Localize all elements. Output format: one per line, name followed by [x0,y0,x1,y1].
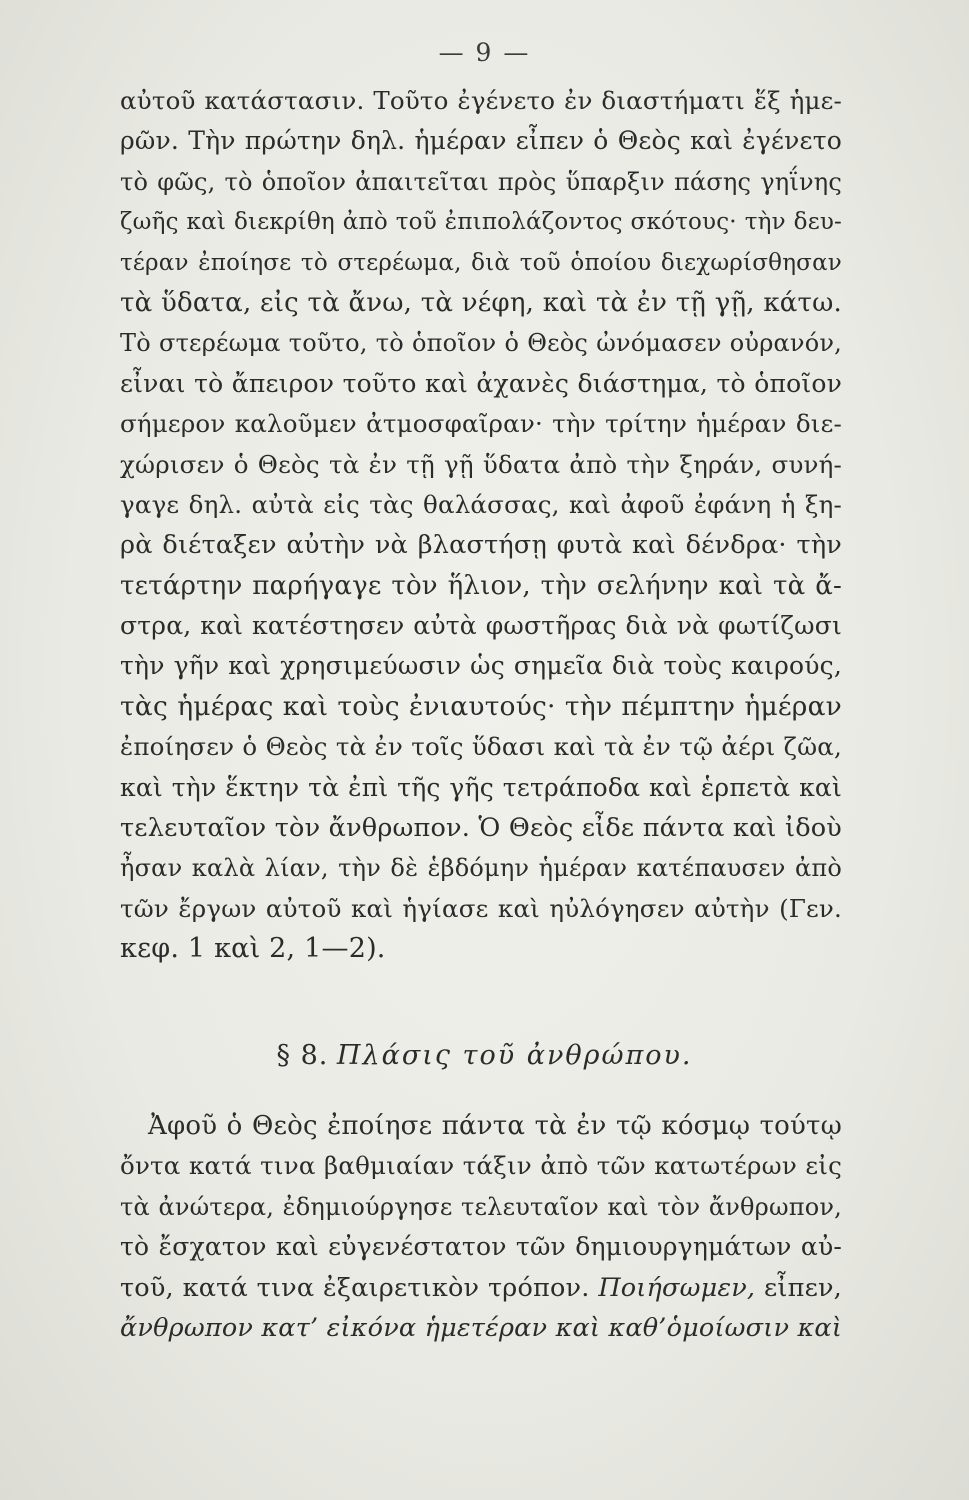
text-line: τὰ ἀνώτερα, ἐδημιούργησε τελευταῖον καὶ τὸν ἄνθρωπον, [120,1192,842,1221]
text-line: αὐτοῦ κατάστασιν. Τοῦτο ἐγένετο ἐν διαστήματι ἕξ ἡμε- [120,86,842,115]
text-line: ρὰ διέταξεν αὐτὴν νὰ βλαστήσῃ φυτὰ καὶ δένδρα· τὴν [120,530,842,561]
text-line: ἐποίησεν ὁ Θεὸς τὰ ἐν τοῖς ὕδασι καὶ τὰ ἐν τῷ ἀέρι ζῶα, [120,732,842,762]
page-number: — 9 — [438,38,531,67]
text-line: τὰς ἡμέρας καὶ τοὺς ἐνιαυτούς· τὴν πέμπτην ἡμέραν [120,690,842,722]
text-line: εἶναι τὸ ἄπειρον τοῦτο καὶ ἀχανὲς διάστημα, τὸ ὁποῖον [120,368,842,398]
text-line: ὄντα κατά τινα βαθμιαίαν τάξιν ἀπὸ τῶν κατωτέρων εἰς [120,1151,842,1181]
text-line: χώρισεν ὁ Θεὸς τὰ ἐν τῇ γῇ ὕδατα ἀπὸ τὴν ξηράν, συνή- [120,449,842,479]
text-line: τὴν γῆν καὶ χρησιμεύωσιν ὡς σημεῖα διὰ τοὺς καιρούς, [120,651,842,681]
section-heading [0,1036,969,1076]
text-line: Ἀφοῦ ὁ Θεὸς ἐποίησε πάντα τὰ ἐν τῷ κόσμῳ τούτῳ [148,1111,842,1141]
italic-quote-line: ἄνθρωπον κατ’ εἰκόνα ἡμετέραν καὶ καθ’ὁμοίωσιν καὶ [120,1312,842,1343]
italic-quote: Ποιήσωμεν, [598,1272,756,1303]
section-number: § 8. [276,1040,329,1071]
text-segment: εἶπεν, [764,1272,842,1303]
text-line: τὰ ὕδατα, εἰς τὰ ἄνω, τὰ νέφη, καὶ τὰ ἐν τῇ γῇ, κάτω. [120,287,842,318]
text-line: σήμερον καλοῦμεν ἀτμοσφαῖραν· τὴν τρίτην ἡμέραν διε- [120,409,842,439]
text-line: Τὸ στερέωμα τοῦτο, τὸ ὁποῖον ὁ Θεὸς ὠνόμασεν οὐρανόν, [120,329,842,358]
text-line: ρῶν. Τὴν πρώτην δηλ. ἡμέραν εἶπεν ὁ Θεὸς καὶ ἐγένετο [120,126,842,156]
text-line: γαγε δηλ. αὐτὰ εἰς τὰς θαλάσσας, καὶ ἀφοῦ ἐφάνη ἡ ξη- [120,489,842,519]
text-line: τετάρτην παρήγαγε τὸν ἥλιον, τὴν σελήνην καὶ τὰ ἄ- [120,570,842,601]
text-line: ζωῆς καὶ διεκρίθη ἀπὸ τοῦ ἐπιπολάζοντος σκότους· τὴν δευ- [120,209,842,236]
paragraph-creation-of-man [120,1106,842,1348]
text-line: καὶ τὴν ἕκτην τὰ ἐπὶ τῆς γῆς τετράποδα καὶ ἑρπετὰ καὶ [120,772,842,802]
text-line: τελευταῖον τὸν ἄνθρωπον. Ὁ Θεὸς εἶδε πάντα καὶ ἰδοὺ [120,813,842,844]
text-line: κεφ. 1 καὶ 2, 1—2). [120,933,386,965]
text-line: στρα, καὶ κατέστησεν αὐτὰ φωστῆρας διὰ νὰ φωτίζωσι [120,611,842,641]
text-line: τέραν ἐποίησε τὸ στερέωμα, διὰ τοῦ ὁποίου διεχωρίσθησαν [120,249,842,276]
paragraph-creation-days [120,81,842,970]
text-line-mixed [120,1268,842,1308]
section-title: Πλάσις τοῦ ἀνθρώπου. [336,1040,693,1071]
text-segment: τοῦ, κατά τινα ἐξαιρετικὸν τρόπον. [120,1272,590,1303]
text-line: ἦσαν καλὰ λίαν, τὴν δὲ ἑβδόμην ἡμέραν κατέπαυσεν ἀπὸ [120,854,842,883]
text-line: τῶν ἔργων αὐτοῦ καὶ ἡγίασε καὶ ηὐλόγησεν αὐτὴν (Γεν. [120,893,842,923]
text-line: τὸ φῶς, τὸ ὁποῖον ἀπαιτεῖται πρὸς ὕπαρξιν πάσης γηΐνης [120,167,842,196]
text-line: τὸ ἔσχατον καὶ εὐγενέστατον τῶν δημιουργημάτων αὐ- [120,1232,842,1262]
